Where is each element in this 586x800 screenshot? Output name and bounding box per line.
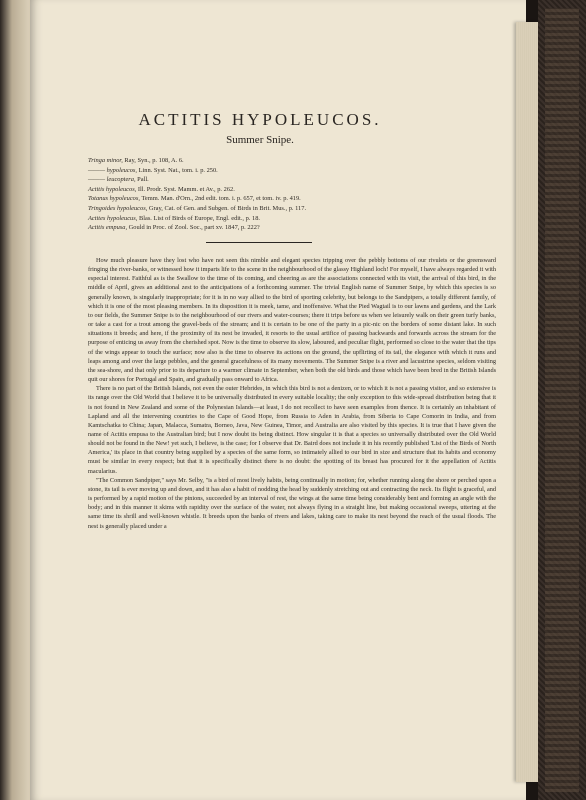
paragraph: "The Common Sandpiper," says Mr. Selby, "is a bird of most lively habits, being continually in motion; for, whether running along the shore or perched upon a stone, its tail is ever moving up and down, and it has also a habit of nodding the head by suddenly stretching out and contracting the neck. Its flight is graceful, and is performed by a rapid motion of the pinions, succeeded by an interval of rest, the wings at the same time being considerably bent and forming an angle with the body; and in this manner it skims with rapidity over the surface of the water, not always flying in a straight line, but making occasional sweeps, uttering at the same time its shrill and well-known whistle. It breeds upon the banks of rivers and lakes, taking care to make its nest beyond the reach of the usual floods. The nest is generally placed under a	[88, 476, 496, 530]
paragraph: How much pleasure have they lost who have not seen this nimble and elegant species tripping over the pebbly bottoms of our rivulets or the greensward fringing the river-banks, or witnessed how it imparts life to the scene in the neighbourhood of the glassy Highland loch! For myself, I have always regarded it with especial interest. Faithful as is the Swallow to the time of its coming, and cheering as are the associations connected with its visit, the arrival of this bird, in the middle of April, gives an additional zest to the anticipations of a forthcoming summer. The trivial English name of Summer Snipe, by which this species is so generally known, is singularly inappropriate; for it is in no way allied to the bird of sporting celebrity, but belongs to the Sandpipers, a totally different family, of which it is one of the most pleasing members. In its disposition it is meek, tame, and inoffensive. What the Pied Wagtail is to our lawns and gardens, and the Lark to our fields, the Summer Snipe is to the neighbourhood of our rivers and water-courses; there it trips before us when we leisurely walk on their green turfy banks, or take a cast for a trout among the gravel-beds of the stream; and it is certain to be one of the party in a pic-nic on the borders of some distant lake. In such situations it breeds; and here, if the proximity of its nest be invaded, it resorts to the usual artifice of passing backwards and forwards across the stream for the purpose of enticing us away from the cherished spot. Now is the time to observe its slow, laboured, and peculiar flight, performed so close to the water that the tips of the wings appear to touch the surface; now also is the time to observe its actions on the ground, the upflirting of its tail, the elegance with which it runs and leaps among and over the large pebbles, and the general gracefulness of its many movements. The Summer Snipe is a river and lacustrine species, seldom visiting the sea-shore, and that only prior to its departure to a warmer climate in September, when both the old birds and those which have been bred in the British Islands quit our shores for Portugal and Spain, and gradually pass onward to Africa.	[88, 257, 496, 384]
synonym-entry: ——— leucoptera, Pall.	[88, 176, 149, 184]
synonym-entry: Totanus hypoleucos, Temm. Man. d'Orn., 2nd edit. tom. i. p. 657, et tom. iv. p. 419.	[88, 195, 301, 203]
page-subtitle: Summer Snipe.	[226, 134, 294, 146]
cover-texture	[545, 8, 579, 792]
synonym-entry: ——— hypoleucos, Linn. Syst. Nat., tom. i. p. 250.	[88, 166, 218, 174]
body-text	[88, 256, 496, 531]
binding-gutter	[8, 300, 18, 520]
page-title: ACTITIS HYPOLEUCOS.	[138, 110, 382, 129]
synonym-entry: Actites hypoleucus, Blas. List of Birds of Europe, Engl. edit., p. 18.	[88, 214, 260, 222]
synonym-entry: Tringoides hypoleucos, Gray, Cat. of Gen. and Subgen. of Birds in Brit. Mus., p. 117.	[88, 204, 307, 212]
section-divider	[206, 242, 312, 243]
synonym-entry: Actitis hypoleucos, Ill. Prodr. Syst. Mamm. et Av., p. 262.	[88, 185, 235, 193]
synonymy-list	[88, 156, 488, 233]
synonym-entry: Actitis empusa, Gould in Proc. of Zool. Soc., part xv. 1847, p. 222?	[88, 224, 260, 232]
page-stack-edge	[516, 22, 538, 782]
synonym-entry: Tringa minor, Ray, Syn., p. 108, A. 6.	[88, 157, 184, 164]
paragraph: There is no part of the British Islands, not even the outer Hebrides, in which this bird is not a denizen, or to which it is not a passing visitor, and so extensive is its range over the Old World that I believe it to be universally distributed in every suitable locality; the only exception to this wide-spread distribution being that it is not found in New Zealand and some of the Polynesian Islands—at least, I do not recollect to have seen examples from thence. It is certainly an inhabitant of Lapland and all the intervening countries to the Cape of Good Hope, from Russia to Aden in Arabia, from Siberia to Cape Comorin in India, and from Kamtschatka to China; Japan, Malacca, Sumatra, Borneo, Java, New Guinea, Timor, and Australia are also visited by this species. It is true that I have given the name of Actitis empusa to the Australian bird; but I now doubt its being distinct. How singular it is that a species so universally distributed over the Old World should not be found in the New! yet such, I believe, is the case; for I observe that Dr. Baird does not include it in his recently published 'List of the Birds of North America,' its place in that country being supplied by a species of the same form, so intimately allied to our bird in size and structure that its habits and economy must be similar in every respect; but that it is specifically distinct there is no doubt: the spotting of its breast has procured for it the appellation of Actitis macularius.	[88, 385, 496, 475]
